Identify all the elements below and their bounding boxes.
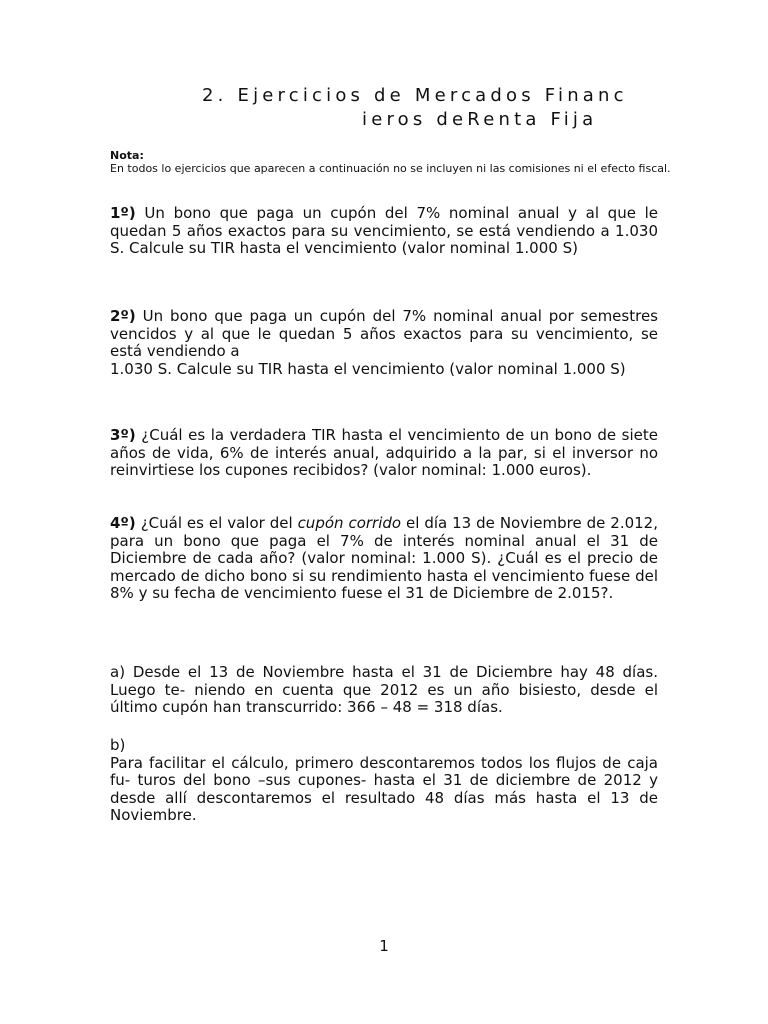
exercise-4-text-b: el día 13 de Noviembre de 2.012, para un bono que paga el 7% de interés nominal anual el 31 de Diciembre de cada año? (valor nominal: 1.000 S). ¿Cuál es el precio de mercado de dicho bono si su rendimiento hasta el vencimiento fuese del 8% y su fecha de vencimiento fuese el 31 de Diciembre de 2.015?. — [110, 514, 658, 602]
exercise-1-text: Un bono que paga un cupón del 7% nominal anual y al que le quedan 5 años exactos para su vencimiento, se está vendiendo a 1.030 S. Calcule su TIR hasta el vencimiento (valor nominal 1.000 S) — [110, 204, 658, 257]
exercise-3-number: 3º) — [110, 426, 136, 444]
solution-a-text: a) Desde el 13 de Noviembre hasta el 31 de Diciembre hay 48 días. Luego te- niendo en cuenta que 2012 es un año bisiesto, desde el último cupón han transcurrido: 366 – 48 = 318 días. — [110, 663, 658, 716]
exercise-1-number: 1º) — [110, 204, 136, 222]
exercise-2 — [110, 308, 658, 378]
exercise-2-text-b: 1.030 S. Calcule su TIR hasta el vencimiento (valor nominal 1.000 S) — [110, 359, 626, 378]
note-label: Nota: — [110, 149, 144, 162]
solution-b — [110, 737, 658, 825]
exercise-2-number: 2º) — [110, 307, 136, 325]
note-text: En todos lo ejercicios que aparecen a continuación no se incluyen ni las comisiones ni el efecto fiscal. — [110, 162, 671, 175]
exercise-1 — [110, 205, 658, 258]
solution-a — [110, 664, 658, 717]
note-block — [110, 149, 676, 175]
exercise-3-text: ¿Cuál es la verdadera TIR hasta el vencimiento de un bono de siete años de vida, 6% de interés anual, adquirido a la par, si el inversor no reinvirtiese los cupones recibidos? (valor nominal: 1.000 euros). — [110, 426, 658, 479]
exercise-3 — [110, 427, 658, 480]
solution-b-text: Para facilitar el cálculo, primero descontaremos todos los flujos de caja fu- turos del bono –sus cupones- hasta el 31 de diciembre de 2012 y desde allí descontaremos el resultado 48 días más hasta el 13 de Noviembre. — [110, 753, 658, 824]
exercise-2-text-a: Un bono que paga un cupón del 7% nominal anual por semestres vencidos y al que le quedan 5 años exactos para su vencimiento, se está vendiendo a — [110, 307, 658, 360]
solution-b-label: b) — [110, 736, 126, 754]
title-line-1: 2. Ejercicios de Mercados Financ — [202, 85, 628, 106]
exercise-4-text-a: ¿Cuál es el valor del — [135, 514, 298, 532]
exercise-4 — [110, 515, 658, 603]
exercise-4-italic-term: cupón corrido — [297, 514, 402, 532]
exercise-4-number: 4º) — [110, 514, 136, 532]
document-title — [0, 84, 768, 132]
page-number: 1 — [379, 937, 389, 955]
title-line-2: ieros deRenta Fija — [362, 109, 598, 130]
